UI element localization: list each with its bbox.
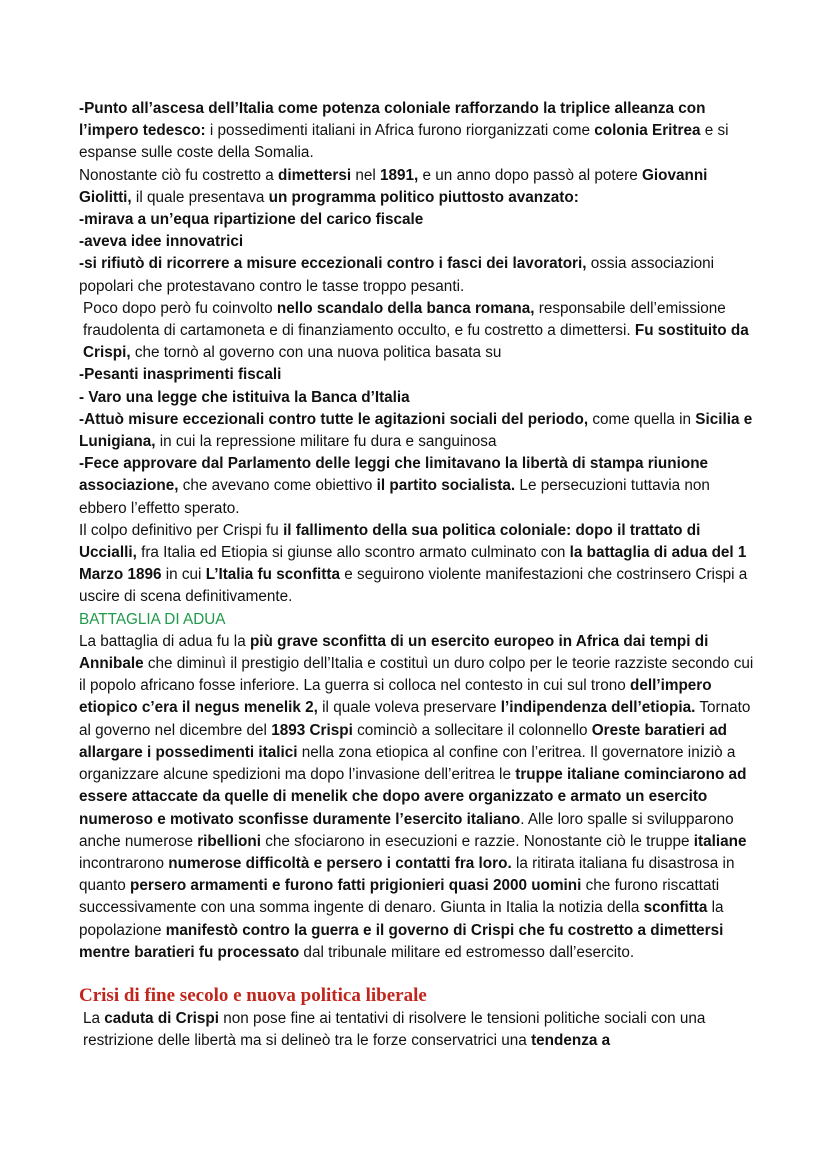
text: e seguirono violente manifestazioni che costrinsero Crispi a uscire di scena definitivamente. [79, 566, 748, 606]
chapter-heading: Crisi di fine secolo e nuova politica liberale [79, 984, 427, 1006]
bold-text: dimettersi [277, 166, 352, 184]
text: fra Italia ed Etiopia si giunse allo scontro armato culminato con [136, 544, 570, 562]
paragraph [79, 231, 759, 253]
text: il quale voleva preservare [317, 699, 501, 717]
text: Poco dopo però fu coinvolto [83, 299, 277, 317]
document-page [79, 98, 759, 1052]
bold-text: -Fece approvare dal Parlamento delle leggi che limitavano la libertà di stampa riunione associazione, [79, 455, 709, 495]
bold-text: numerose difficoltà e persero i contatti fra loro. [168, 854, 512, 872]
text: come quella in [588, 410, 696, 428]
bold-text: il fallimento della sua politica coloniale: dopo il trattato di Uccialli, [79, 521, 701, 562]
bold-text: L’Italia fu sconfitta [205, 566, 340, 584]
paragraph [79, 364, 759, 386]
bold-text: caduta di Crispi [104, 1009, 220, 1027]
text: e un anno dopo passò al potere [418, 166, 642, 184]
text: . Alle loro spalle si svilupparono anche numerose [79, 810, 734, 850]
bold-text: tendenza a [531, 1032, 611, 1050]
bold-text: Fu sostituito da Crispi, [83, 322, 749, 362]
section-heading: BATTAGLIA DI ADUA [79, 610, 226, 628]
text: Le persecuzioni tuttavia non ebbero l’effetto sperato. [79, 477, 710, 517]
text: i possedimenti italiani in Africa furono riorganizzati come [205, 122, 595, 140]
bold-text: ribellioni [197, 832, 261, 850]
paragraph [79, 253, 759, 297]
bold-text: -Pesanti inasprimenti fiscali [79, 366, 282, 384]
text: cominciò a sollecitare il colonnello [352, 721, 592, 739]
bold-text: Oreste baratieri ad allargare i possedimenti italici [79, 721, 727, 761]
bold-text: -Attuò misure eccezionali contro tutte le agitazioni sociali del periodo, [79, 410, 589, 428]
bold-text: più grave sconfitta di un esercito europeo in Africa dai tempi di Annibale [79, 632, 709, 673]
bold-text: persero armamenti e furono fatti prigionieri quasi 2000 uomini [130, 877, 582, 895]
paragraph [79, 1008, 759, 1052]
text: Nonostante ciò fu costretto a [79, 166, 278, 184]
text: Tornato al governo nel dicembre del [79, 699, 751, 739]
bold-text: truppe italiane cominciarono ad essere attaccate da quelle di menelik che dopo avere organizzato e armato un esercito numeroso e motivato sconfisse duramente l’esercito italiano [79, 766, 747, 828]
paragraph [79, 165, 759, 209]
text: dal tribunale militare ed estromesso dall’esercito. [299, 943, 635, 961]
bold-text: Sicilia e Lunigiana, [79, 410, 753, 451]
paragraph [79, 409, 759, 453]
paragraph [79, 387, 759, 409]
text: che diminuì il prestigio dell’Italia e costituì un duro colpo per le teorie razziste secondo cui il popolo africano fosse inferiore. La guerra si colloca nel contesto in cui sul trono [79, 655, 754, 695]
paragraph [79, 98, 759, 165]
chapter-section [79, 1008, 759, 1052]
text: responsabile dell’emissione fraudolenta di cartamoneta e di finanziamento occulto, e fu costretto a dimettersi. [83, 299, 726, 340]
text: che tornò al governo con una nuova politica basata su [130, 344, 502, 362]
text: nel [351, 166, 381, 184]
text: incontrarono [79, 854, 169, 872]
text: che sfociarono in esecuzioni e razzie. Nonostante ciò le truppe [260, 832, 694, 850]
text: la ritirata italiana fu disastrosa in quanto [79, 854, 735, 895]
bold-text: Giovanni Giolitti, [79, 166, 708, 206]
bold-text: -aveva idee innovatrici [79, 233, 244, 251]
bold-text: colonia Eritrea [594, 122, 701, 140]
bold-text: 1893 Crispi [271, 721, 353, 739]
bold-text: manifestò contro la guerra e il governo di Crispi che fu costretto a dimettersi mentre baratieri fu processato [79, 921, 724, 961]
text: ossia associazioni popolari che protestavano contro le tasse troppo pesanti. [79, 255, 715, 295]
bold-text: sconfitta [643, 899, 708, 917]
paragraph [79, 631, 759, 964]
bold-text: l’indipendenza dell’etiopia. [500, 699, 696, 717]
bold-text: un programma politico piuttosto avanzato: [268, 188, 579, 206]
text: e si espanse sulle coste della Somalia. [79, 122, 729, 162]
paragraph [79, 453, 759, 520]
bold-text: dell’impero etiopico c’era il negus menelik 2, [79, 677, 712, 717]
bold-text: -si rifiutò di ricorrere a misure eccezionali contro i fasci dei lavoratori, [79, 255, 587, 273]
bold-text: il partito socialista. [376, 477, 516, 495]
text: La [83, 1009, 105, 1027]
paragraph [79, 520, 759, 609]
text: Il colpo definitivo per Crispi fu [79, 521, 284, 539]
text: che furono riscattati successivamente con una somma ingente di denaro. Giunta in Italia la notizia della [79, 877, 720, 917]
text: in cui [161, 566, 206, 584]
text: non pose fine ai tentativi di risolvere le tensioni politiche sociali con una restrizione delle libertà ma si delineò tra le forze conservatrici una [83, 1009, 706, 1050]
text: il quale presentava [131, 188, 269, 206]
bold-text: nello scandalo della banca romana, [276, 299, 535, 317]
paragraph [79, 209, 759, 231]
bold-text: -Punto all’ascesa dell’Italia come potenza coloniale rafforzando la triplice alleanza con l’impero tedesco: [79, 100, 706, 140]
battle-section [79, 631, 759, 964]
text: in cui la repressione militare fu dura e sanguinosa [155, 433, 497, 451]
text: che avevano come obiettivo [178, 477, 377, 495]
intro-section [79, 98, 759, 609]
bold-text: italiane [693, 832, 747, 850]
bold-text: la battaglia di adua del 1 Marzo 1896 [79, 544, 747, 584]
text: nella zona etiopica al confine con l’eritrea. Il governatore iniziò a organizzare alcune spedizioni ma dopo l’invasione dell’eritrea le [79, 743, 736, 784]
text: la popolazione [79, 899, 724, 939]
bold-text: - Varo una legge che istituiva la Banca d’Italia [79, 388, 410, 406]
paragraph [79, 298, 759, 365]
bold-text: 1891, [380, 166, 419, 184]
text: La battaglia di adua fu la [79, 632, 250, 650]
bold-text: -mirava a un’equa ripartizione del carico fiscale [79, 211, 424, 229]
